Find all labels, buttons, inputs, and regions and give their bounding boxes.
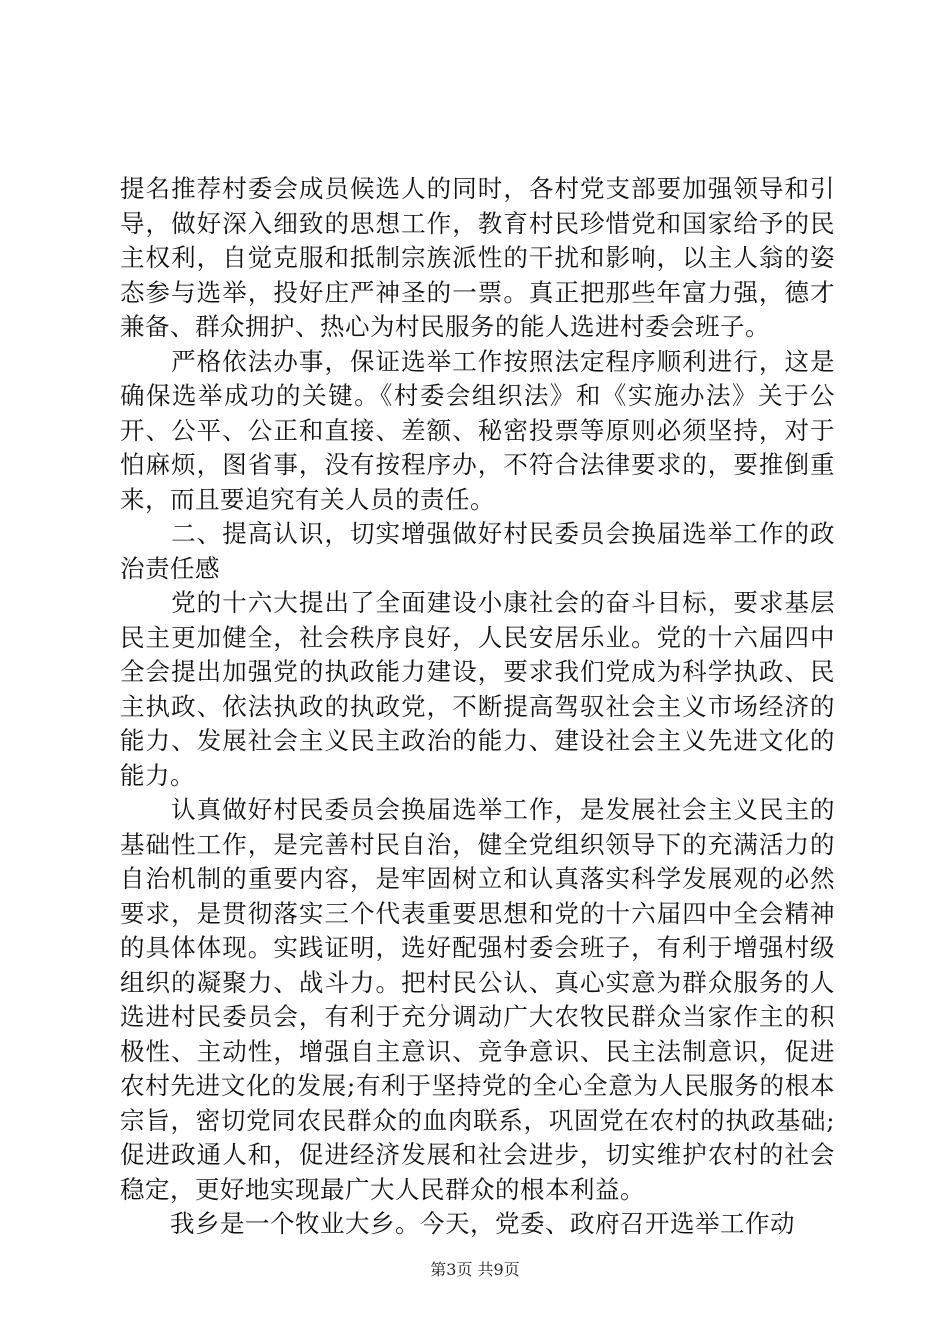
section-heading: 二、提高认识，切实增强做好村民委员会换届选举工作的政治责任感 bbox=[120, 519, 835, 583]
paragraph-4: 认真做好村民委员会换届选举工作，是发展社会主义民主的基础性工作，是完善村民自治，健全党组织领导下的充满活力的自治机制的重要内容，是牢固树立和认真落实科学发展观的必然要求，是贯彻落实三个代表重要思想和党的十六届四中全会精神的具体体现。实践证明，选好配强村委会班子，有利于增强村级组织的凝聚力、战斗力。把村民公认、真心实意为群众服务的人选进村民委员会，有利于充分调动广大农牧民群众当家作主的积极性、主动性，增强自主意识、竞争意识、民主法制意识，促进农村先进文化的发展;有利于坚持党的全心全意为人民服务的根本宗旨，密切党同农民群众的血肉联系，巩固党在农村的执政基础;促进政通人和，促进经济发展和社会进步，切实维护农村的社会稳定，更好地实现最广大人民群众的根本利益。 bbox=[120, 795, 835, 1204]
document-body bbox=[120, 172, 835, 1242]
paragraph-1: 提名推荐村委会成员候选人的同时，各村党支部要加强领导和引导，做好深入细致的思想工作，教育村民珍惜党和国家给予的民主权利，自觉克服和抵制宗族派性的干扰和影响，以主人翁的姿态参与选举，投好庄严神圣的一票。真正把那些年富力强，德才兼备、群众拥护、热心为村民服务的能人选进村委会班子。 bbox=[120, 174, 835, 341]
paragraph-5: 我乡是一个牧业大乡。今天，党委、政府召开选举工作动 bbox=[120, 1209, 795, 1238]
paragraph-2: 严格依法办事，保证选举工作按照法定程序顺利进行，这是确保选举成功的关键。《村委会组织法》和《实施办法》关于公开、公平、公正和直接、差额、秘密投票等原则必须坚持，对于怕麻烦，图省事，没有按程序办，不符合法律要求的，要推倒重来，而且要追究有关人员的责任。 bbox=[120, 346, 835, 514]
paragraph-3: 党的十六大提出了全面建设小康社会的奋斗目标，要求基层民主更加健全，社会秩序良好，人民安居乐业。党的十六届四中全会提出加强党的执政能力建设，要求我们党成为科学执政、民主执政、依法执政的执政党，不断提高驾驭社会主义市场经济的能力、发展社会主义民主政治的能力、建设社会主义先进文化的能力。 bbox=[120, 588, 835, 790]
page-footer: 第3页 共9页 bbox=[430, 1260, 520, 1279]
